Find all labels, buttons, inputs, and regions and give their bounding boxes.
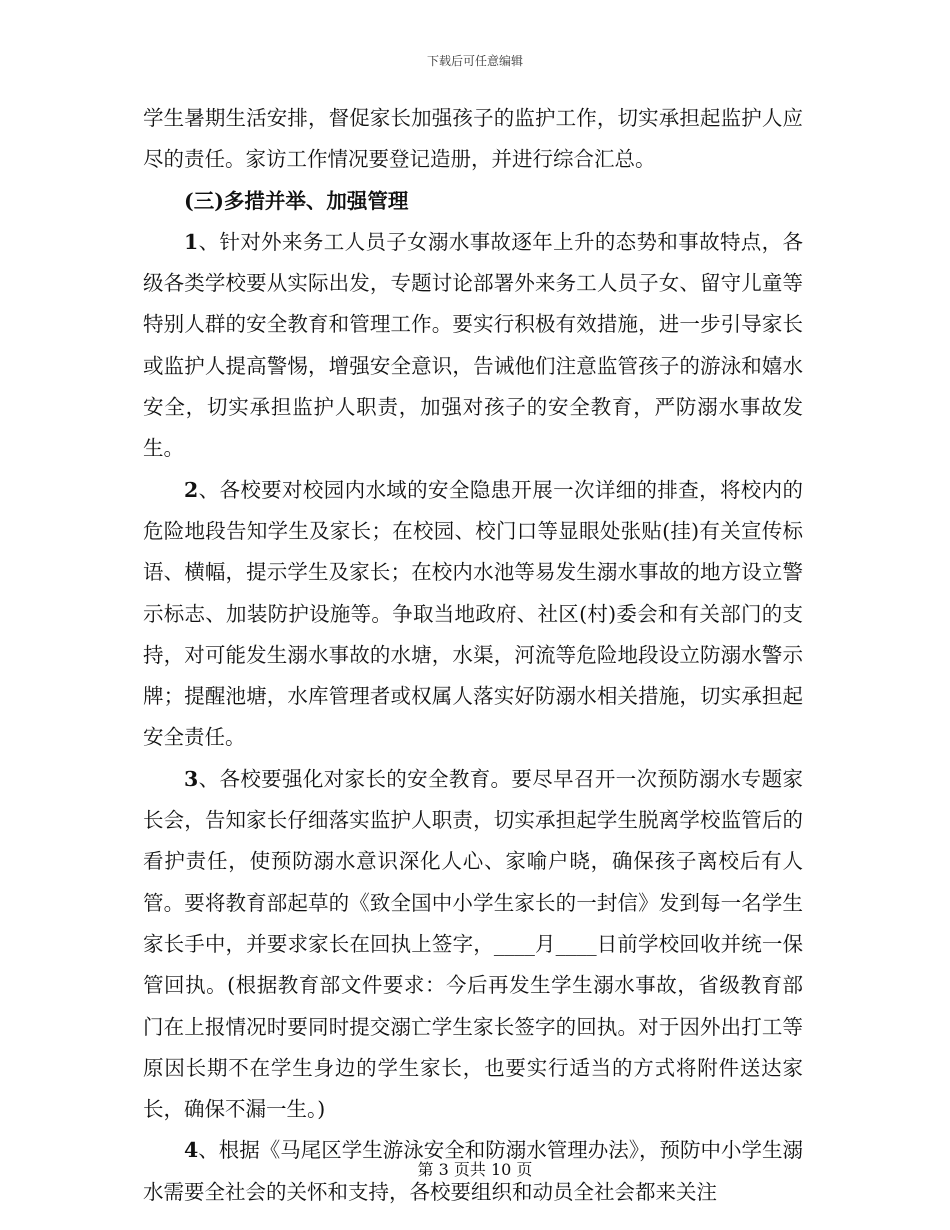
- item-number: 2: [184, 477, 199, 502]
- paragraph-item-3: [143, 759, 803, 1131]
- paragraph-item-2: [143, 470, 803, 759]
- section-heading: (三)多措并举、加强管理: [184, 188, 409, 213]
- item-text: 、针对外来务工人员子女溺水事故逐年上升的态势和事故特点，各级各类学校要从实际出发，专题讨论部署外来务工人员子女、留守儿童等特别人群的安全教育和管理工作。要实行积极有效措施，进一步引导家长或监护人提高警惕，增强安全意识，告诫他们注意监管孩子的游泳和嬉水安全，切实承担监护人职责，加强对孩子的安全教育，严防溺水事故发生。: [143, 229, 803, 461]
- paragraph-continuation: 学生暑期生活安排，督促家长加强孩子的监护工作，切实承担起监护人应尽的责任。家访工作情况要登记造册，并进行综合汇总。: [143, 106, 803, 172]
- item-number: 1: [184, 229, 199, 254]
- document-body: [143, 98, 803, 1213]
- page-footer: 第 3 页共 10 页: [417, 1160, 533, 1179]
- paragraph-item-1: [143, 222, 803, 470]
- page-header: 下载后可任意编辑: [426, 54, 523, 68]
- item-text: 、各校要强化对家长的安全教育。要尽早召开一次预防溺水专题家长会，告知家长仔细落实监护人职责，切实承担起学生脱离学校监管后的看护责任，使预防溺水意识深化人心、家喻户晓，确保孩子离校后有人管。要将教育部起草的《致全国中小学生家长的一封信》发到每一名学生家长手中，并要求家长在回执上签字，____月____日前学校回收并统一保管回执。(根据教育部文件要求：今后再发生学生溺水事故，省级教育部门在上报情况时要同时提交溺亡学生家长签字的回执。对于因外出打工等原因长期不在学生身边的学生家长，也要实行适当的方式将附件送达家长，确保不漏一生。): [143, 766, 803, 1122]
- item-number: 4: [184, 1138, 199, 1163]
- item-text: 、根据《马尾区学生游泳安全和防溺水管理办法》，预防中小学生溺水需要全社会的关怀和支持，各校要组织和动员全社会都来关注: [143, 1138, 804, 1204]
- item-number: 3: [184, 766, 199, 791]
- item-text: 、各校要对校园内水域的安全隐患开展一次详细的排查，将校内的危险地段告知学生及家长；在校园、校门口等显眼处张贴(挂)有关宣传标语、横幅，提示学生及家长；在校内水池等易发生溺水事故的地方设立警示标志、加装防护设施等。争取当地政府、社区(村)委会和有关部门的支持，对可能发生溺水事故的水塘，水渠，河流等危险地段设立防溺水警示牌；提醒池塘，水库管理者或权属人落实好防溺水相关措施，切实承担起安全责任。: [143, 477, 803, 750]
